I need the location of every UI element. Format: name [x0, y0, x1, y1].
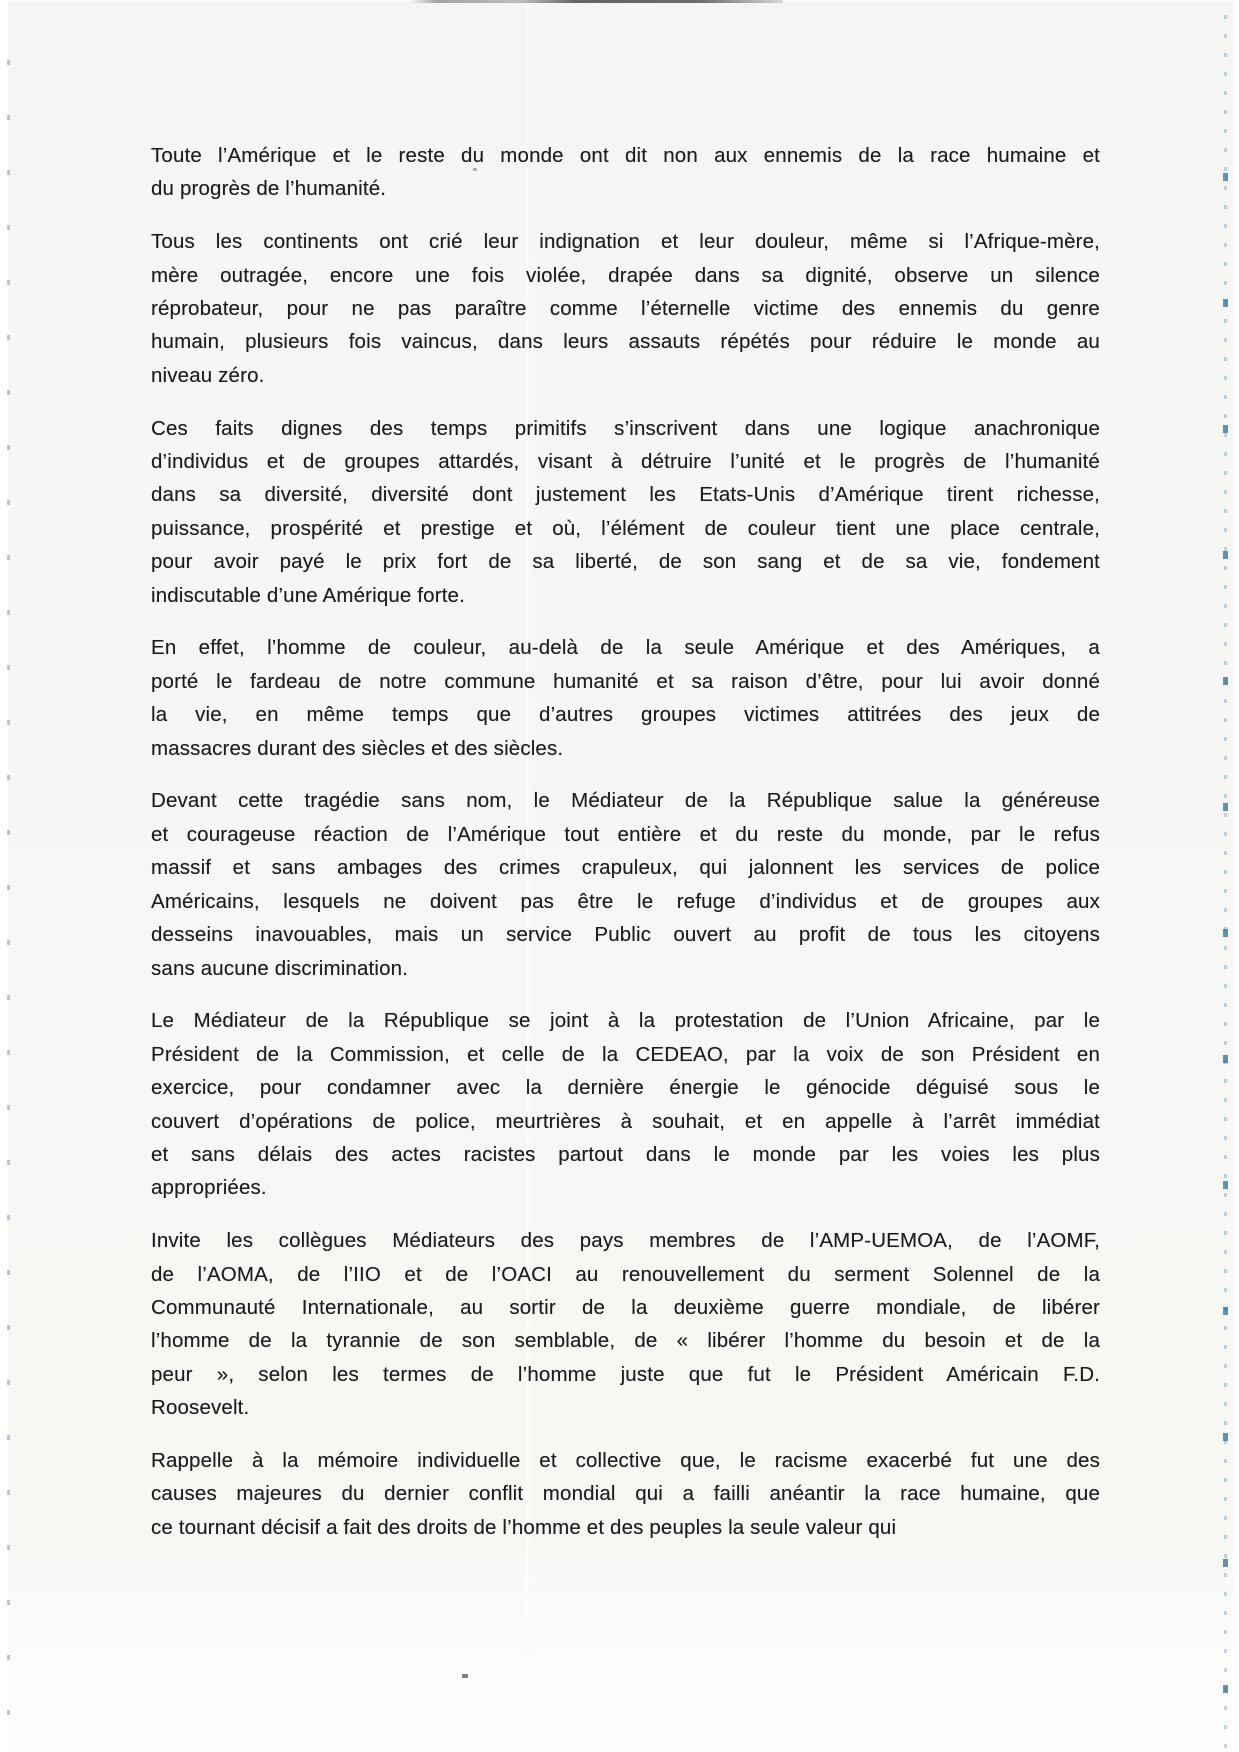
- text-line: l’homme de la tyrannie de son semblable, de « libérer l’homme du besoin et de la: [151, 1329, 1100, 1353]
- text-line: d’individus et de groupes attardés, visant à détruire l’unité et le progrès de l’humanité: [151, 450, 1100, 474]
- text-line: mère outragée, encore une fois violée, drapée dans sa dignité, observe un silence: [151, 263, 1100, 287]
- text-line: Invite les collègues Médiateurs des pays membres de l’AMP-UEMOA, de l’AOMF,: [151, 1229, 1100, 1253]
- text-line: peur », selon les termes de l’homme juste que fut le Président Américain F.D.: [151, 1362, 1100, 1386]
- scan-speck: [462, 1674, 468, 1678]
- text-line: Tous les continents ont crié leur indignation et leur douleur, même si l’Afrique-mère,: [151, 230, 1100, 254]
- text-line: Le Médiateur de la République se joint à la protestation de l’Union Africaine, par le: [151, 1009, 1100, 1033]
- text-line: Devant cette tragédie sans nom, le Médiateur de la République salue la généreuse: [151, 789, 1100, 813]
- text-line: exercice, pour condamner avec la dernière énergie le génocide déguisé sous le: [151, 1076, 1100, 1100]
- text-line: puissance, prospérité et prestige et où, l’élément de couleur tient une place centrale,: [151, 516, 1100, 540]
- text-line: dans sa diversité, diversité dont justement les Etats-Unis d’Amérique tirent richesse,: [151, 483, 1100, 507]
- scan-speck: [473, 168, 477, 171]
- text-line: indiscutable d’une Amérique forte.: [151, 583, 465, 607]
- paragraph: [151, 1004, 1100, 1204]
- text-line: humain, plusieurs fois vaincus, dans leurs assauts répétés pour réduire le monde au: [151, 330, 1100, 354]
- paragraph: [151, 631, 1100, 765]
- text-line: Ces faits dignes des temps primitifs s’inscrivent dans une logique anachronique: [151, 416, 1100, 440]
- text-line: desseins inavouables, mais un service Public ouvert au profit de tous les citoyens: [151, 923, 1100, 947]
- text-line: Président de la Commission, et celle de la CEDEAO, par la voix de son Président en: [151, 1042, 1100, 1066]
- paragraph: [151, 1444, 1100, 1544]
- paragraph: [151, 225, 1100, 392]
- text-line: massif et sans ambages des crimes crapuleux, qui jalonnent les services de police: [151, 856, 1100, 880]
- paragraph: [151, 139, 1100, 206]
- text-line: du progrès de l’humanité.: [151, 177, 387, 201]
- text-line: de l’AOMA, de l’IIO et de l’OACI au renouvellement du serment Solennel de la: [151, 1262, 1100, 1286]
- paragraph: [151, 1224, 1100, 1424]
- scan-top-edge-artifact: [408, 0, 783, 3]
- text-line: En effet, l’homme de couleur, au-delà de la seule Amérique et des Amériques, a: [151, 636, 1100, 660]
- paragraph: [151, 412, 1100, 612]
- text-line: Roosevelt.: [151, 1396, 250, 1420]
- text-line: ce tournant décisif a fait des droits de l’homme et des peuples la seule valeur qui: [151, 1515, 897, 1539]
- text-line: pour avoir payé le prix fort de sa liberté, de son sang et de sa vie, fondement: [151, 550, 1100, 574]
- text-line: appropriées.: [151, 1176, 267, 1200]
- text-line: porté le fardeau de notre commune humanité et sa raison d’être, pour lui avoir donné: [151, 669, 1100, 693]
- text-line: Toute l’Amérique et le reste du monde ont dit non aux ennemis de la race humaine et: [151, 144, 1100, 167]
- document-text-block: [151, 139, 1100, 1544]
- text-line: causes majeures du dernier conflit mondial qui a failli anéantir la race humaine, que: [151, 1482, 1100, 1506]
- scan-left-edge-marks: [7, 10, 10, 1745]
- text-line: Rappelle à la mémoire individuelle et collective que, le racisme exacerbé fut une des: [151, 1448, 1100, 1472]
- text-line: Américains, lesquels ne doivent pas être le refuge d’individus et de groupes aux: [151, 889, 1100, 913]
- text-line: sans aucune discrimination.: [151, 956, 409, 980]
- text-line: couvert d’opérations de police, meurtrières à souhait, et en appelle à l’arrêt immédiat: [151, 1109, 1100, 1133]
- text-line: la vie, en même temps que d’autres groupes victimes attitrées des jeux de: [151, 703, 1100, 727]
- text-line: réprobateur, pour ne pas paraître comme l’éternelle victime des ennemis du genre: [151, 297, 1100, 321]
- text-line: massacres durant des siècles et des siècles.: [151, 736, 564, 760]
- text-line: et courageuse réaction de l’Amérique tout entière et du reste du monde, par le refus: [151, 822, 1100, 846]
- scan-right-edge-marks-bold: [1223, 55, 1228, 1705]
- paragraph: [151, 784, 1100, 984]
- text-line: niveau zéro.: [151, 363, 265, 387]
- text-line: Communauté Internationale, au sortir de la deuxième guerre mondiale, de libérer: [151, 1295, 1100, 1319]
- text-line: et sans délais des actes racistes partout dans le monde par les voies les plus: [151, 1142, 1100, 1166]
